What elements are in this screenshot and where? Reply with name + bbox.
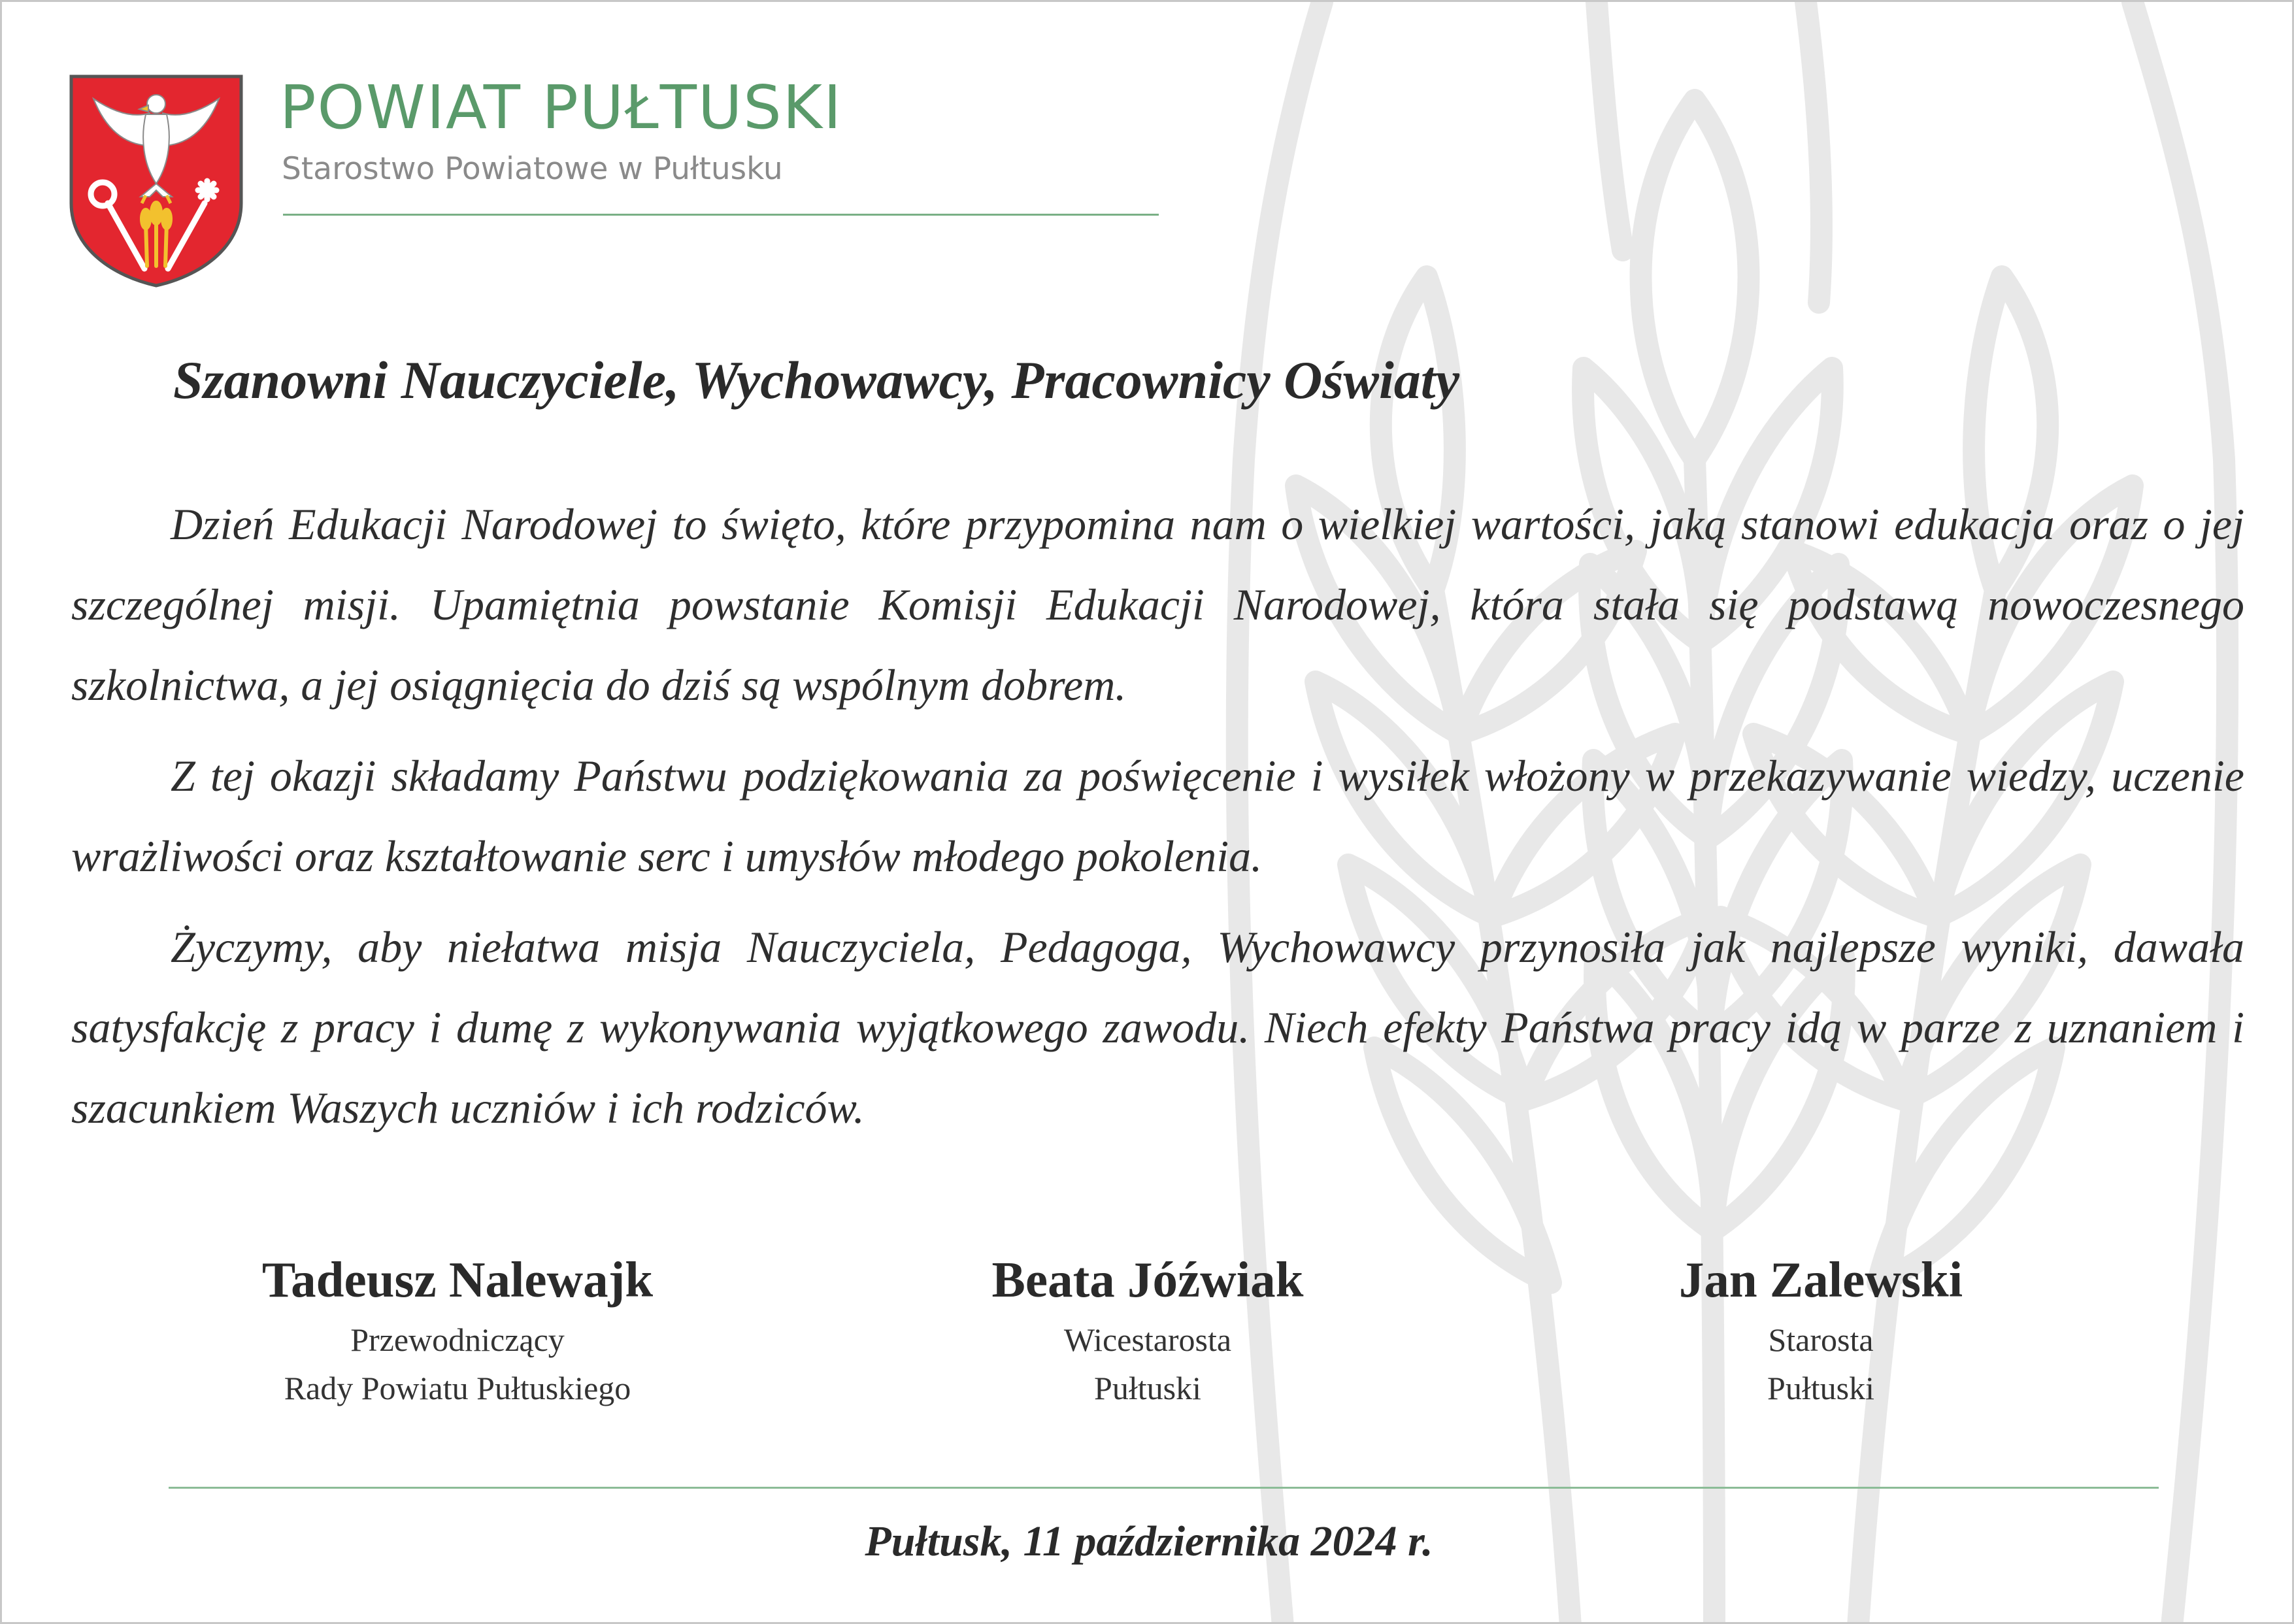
signature-block-deputy-starost xyxy=(854,1244,1442,1412)
signer-name: Beata Jóźwiak xyxy=(991,1251,1304,1308)
signer-role-line1: Starosta xyxy=(1768,1321,1874,1358)
header-divider xyxy=(283,214,1159,216)
signer-role-line2: Pułtuski xyxy=(1094,1370,1201,1406)
body-paragraph: Z tej okazji składamy Państwu podziękowania za poświęcenie i wysiłek włożony w przekazywanie wiedzy, uczenie wrażliwości oraz kształtowanie serc i umysłów młodego pokolenia. xyxy=(71,751,2244,881)
place-and-date: Pułtusk, 11 października 2024 r. xyxy=(865,1517,1433,1565)
organization-name: POWIAT PUŁTUSKI xyxy=(280,73,843,142)
signer-role-line1: Wicestarosta xyxy=(1063,1321,1232,1358)
signer-role-line2: Rady Powiatu Pułtuskiego xyxy=(284,1370,631,1406)
footer-divider xyxy=(169,1487,2159,1489)
letter-salutation: Szanowni Nauczyciele, Wychowawcy, Pracownicy Oświaty xyxy=(173,350,1459,410)
signature-block-chairman xyxy=(163,1244,752,1412)
coat-of-arms-icon xyxy=(67,73,245,288)
signer-name: Tadeusz Nalewajk xyxy=(261,1251,654,1308)
organization-subtitle: Starostwo Powiatowe w Pułtusku xyxy=(282,151,783,187)
letter-body xyxy=(71,484,2244,1159)
signer-role-line2: Pułtuski xyxy=(1767,1370,1874,1406)
signer-name: Jan Zalewski xyxy=(1678,1251,1963,1308)
signature-block-starost xyxy=(1527,1244,2115,1412)
body-paragraph: Życzymy, aby niełatwa misja Nauczyciela, Pedagoga, Wychowawcy przynosiła jak najlepsze wyniki, dawała satysfakcję z pracy i dumę z wykonywania wyjątkowego zawodu. Niech efekty Państwa pracy idą w parze z uznaniem i szacunkiem Waszych uczniów i ich rodziców. xyxy=(71,922,2244,1133)
body-paragraph: Dzień Edukacji Narodowej to święto, które przypomina nam o wielkiej wartości, jaką stanowi edukacja oraz o jej szczególnej misji. Upamiętnia powstanie Komisji Edukacji Narodowej, która stała się podstawą nowoczesnego szkolnictwa, a jej osiągnięcia do dziś są wspólnym dobrem. xyxy=(71,499,2244,710)
signer-role-line1: Przewodniczący xyxy=(350,1321,565,1358)
